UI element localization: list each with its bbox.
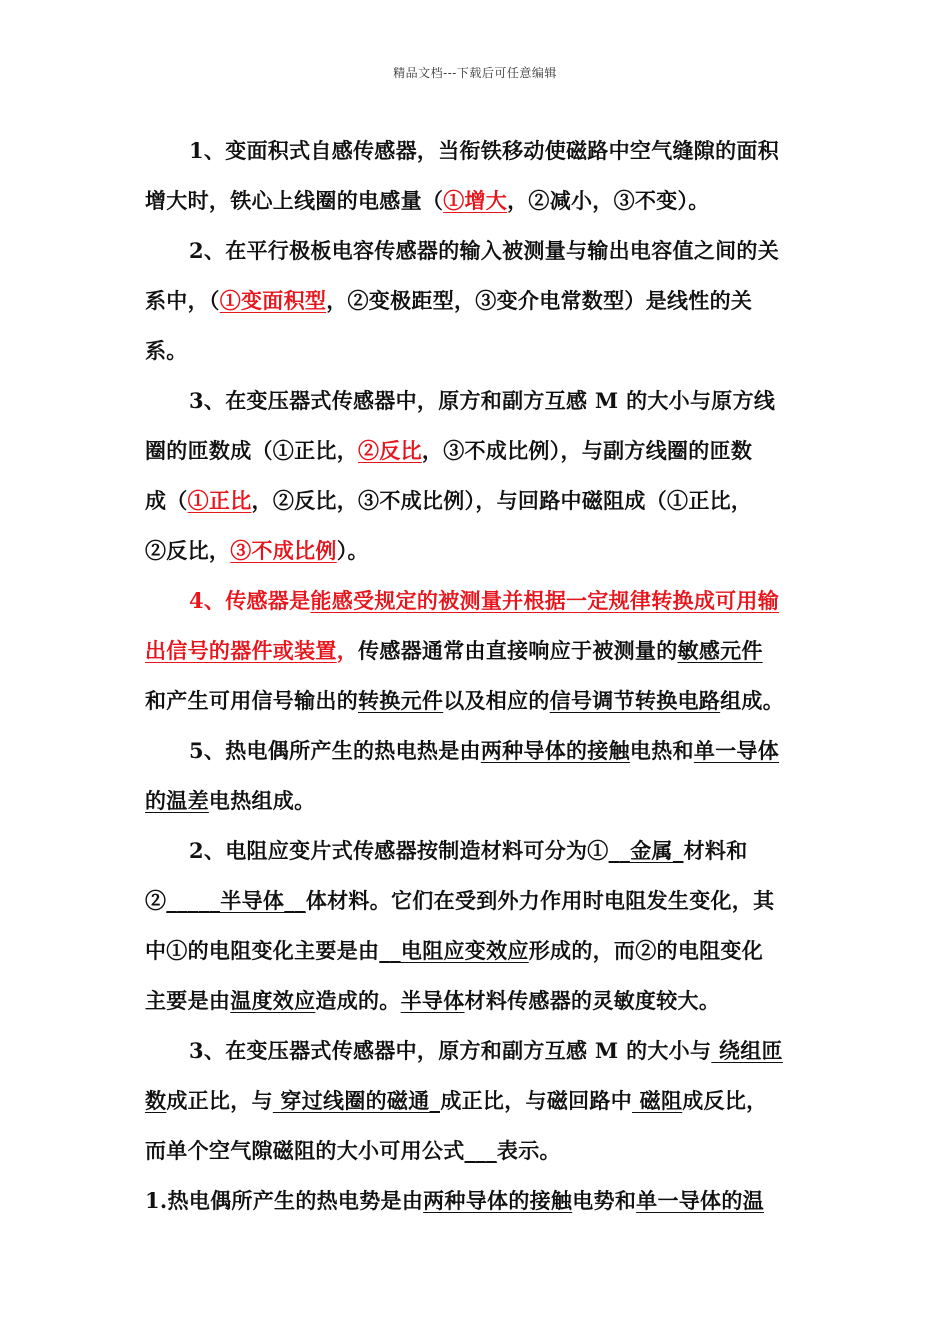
answer-highlight: ①增大: [443, 188, 508, 213]
q2b-line-4: [145, 976, 810, 1026]
q3-line-3: [145, 476, 810, 526]
answer-underline: 信号调节转换电路: [549, 688, 721, 713]
q2b-line-3: [145, 926, 810, 976]
text-span: 圈的匝数成（①正比，: [145, 438, 358, 463]
q3-line-1: [145, 376, 810, 426]
answer-highlight: 能感受规定的被测量并根据一定规律转换成可用输: [310, 588, 780, 613]
text-span: 体材料。它们在受到外力作用时电阻发生变化，其: [305, 888, 775, 913]
text-span: 系。: [145, 338, 188, 363]
text-span: 2、在平行极板电容传感器的输入被测量与输出电容值之间的关: [189, 238, 780, 263]
q3b-line-2: [145, 1076, 810, 1126]
q2-line-3: [145, 326, 810, 376]
q5-line-1: [145, 726, 810, 776]
answer-highlight: ①变面积型: [219, 288, 327, 313]
answer-underline: 磁阻: [632, 1088, 683, 1113]
answer-underline: 温度效应: [230, 988, 316, 1013]
q2b-line-1: [145, 826, 810, 876]
q2b-line-2: [145, 876, 810, 926]
text-span: 成反比，: [682, 1088, 768, 1113]
text-span: ，③不成比例），与副方线圈的匝数: [421, 438, 753, 463]
q1-line-1: [145, 126, 810, 176]
answer-underline: 单一导体: [693, 738, 780, 763]
q4-line-2: [145, 626, 810, 676]
q3b-line-1: [145, 1026, 810, 1076]
text-span: 1、变面积式自感传感器，当衔铁移动使磁路中空气缝隙的面积: [189, 138, 780, 163]
text-span: _成正比，与磁回路中: [429, 1088, 633, 1113]
q4-line-3: [145, 676, 810, 726]
answer-underline: __电阻应变效应: [379, 938, 529, 963]
answer-underline: 单一导体的温: [636, 1188, 764, 1213]
text-span: 传感器通常由直接响应于被测量的: [358, 638, 678, 663]
page-header: 精品文档---下载后可任意编辑: [393, 66, 557, 80]
answer-highlight: ③不成比例: [230, 538, 337, 563]
text-span: ，②减小，③不变）。: [507, 188, 710, 213]
answer-underline: 两种导体的接触: [423, 1188, 573, 1213]
text-span: 5、热电偶所产生的热电热是由: [189, 738, 481, 763]
answer-underline: 转换元件: [358, 688, 444, 713]
text-span: 表示。: [496, 1138, 561, 1163]
text-span: 4、传感器是: [189, 588, 311, 613]
q1b-line-1: [145, 1176, 810, 1226]
answer-underline: __金属_: [608, 838, 684, 863]
text-span: ，②变极距型，③变介电常数型）是线性的关: [326, 288, 753, 313]
q3b-line-3: [145, 1126, 810, 1176]
q4-line-1: [145, 576, 810, 626]
answer-underline: ___: [464, 1138, 497, 1163]
text-span: 电热和: [629, 738, 694, 763]
answer-underline: 的温差: [145, 788, 209, 813]
text-span: ②反比，: [145, 538, 231, 563]
text-span: 增大时，铁心上线圈的电感量（: [145, 188, 444, 213]
q1-line-2: [145, 176, 810, 226]
text-span: 而单个空气隙磁阻的大小可用公式: [145, 1138, 465, 1163]
answer-underline: _____半导体__: [166, 888, 306, 913]
text-span: 系中，（: [145, 288, 220, 313]
text-span: ，②反比，③不成比例），与回路中磁阻成（①正比，: [251, 488, 753, 513]
text-span: 材料和: [683, 838, 748, 863]
answer-underline: 两种导体的接触: [480, 738, 630, 763]
text-span: 成正比，与: [166, 1088, 273, 1113]
text-span: 形成的，而②的电阻变化: [528, 938, 764, 963]
answer-underline: 敏感元件: [677, 638, 763, 663]
document-body: [145, 126, 810, 1226]
text-span: 以及相应的: [443, 688, 550, 713]
text-span: 造成的。: [315, 988, 401, 1013]
text-span: 1.热电偶所产生的热电势是由: [145, 1188, 424, 1213]
answer-underline: 穿过线圈的磁通: [272, 1088, 430, 1113]
q5-line-2: [145, 776, 810, 826]
q3-line-2: [145, 426, 810, 476]
text-span: 主要是由: [145, 988, 231, 1013]
answer-underline: 数: [145, 1088, 167, 1113]
text-span: 成（: [145, 488, 188, 513]
q2-line-2: [145, 276, 810, 326]
q2-line-1: [145, 226, 810, 276]
text-span: ②: [145, 888, 167, 913]
text-span: 3、在变压器式传感器中，原方和副方互感 M 的大小与原方线: [189, 388, 776, 413]
q3-line-4: [145, 526, 810, 576]
text-span: ，: [336, 638, 359, 663]
text-span: 3、在变压器式传感器中，原方和副方互感 M 的大小与: [189, 1038, 712, 1063]
text-span: ）。: [336, 538, 369, 563]
text-span: 材料传感器的灵敏度较大。: [464, 988, 721, 1013]
text-span: 电热组成。: [208, 788, 316, 813]
answer-highlight: 出信号的器件或装置: [145, 638, 337, 663]
answer-underline: 半导体: [400, 988, 465, 1013]
text-span: 和产生可用信号输出的: [145, 688, 358, 713]
text-span: 2、电阻应变片式传感器按制造材料可分为①: [189, 838, 609, 863]
answer-highlight: ②反比: [358, 438, 422, 463]
text-span: 电势和: [572, 1188, 637, 1213]
text-span: 组成。: [720, 688, 785, 713]
answer-highlight: ①正比: [187, 488, 252, 513]
answer-underline: 绕组匝: [711, 1038, 783, 1063]
text-span: 中①的电阻变化主要是由: [145, 938, 380, 963]
